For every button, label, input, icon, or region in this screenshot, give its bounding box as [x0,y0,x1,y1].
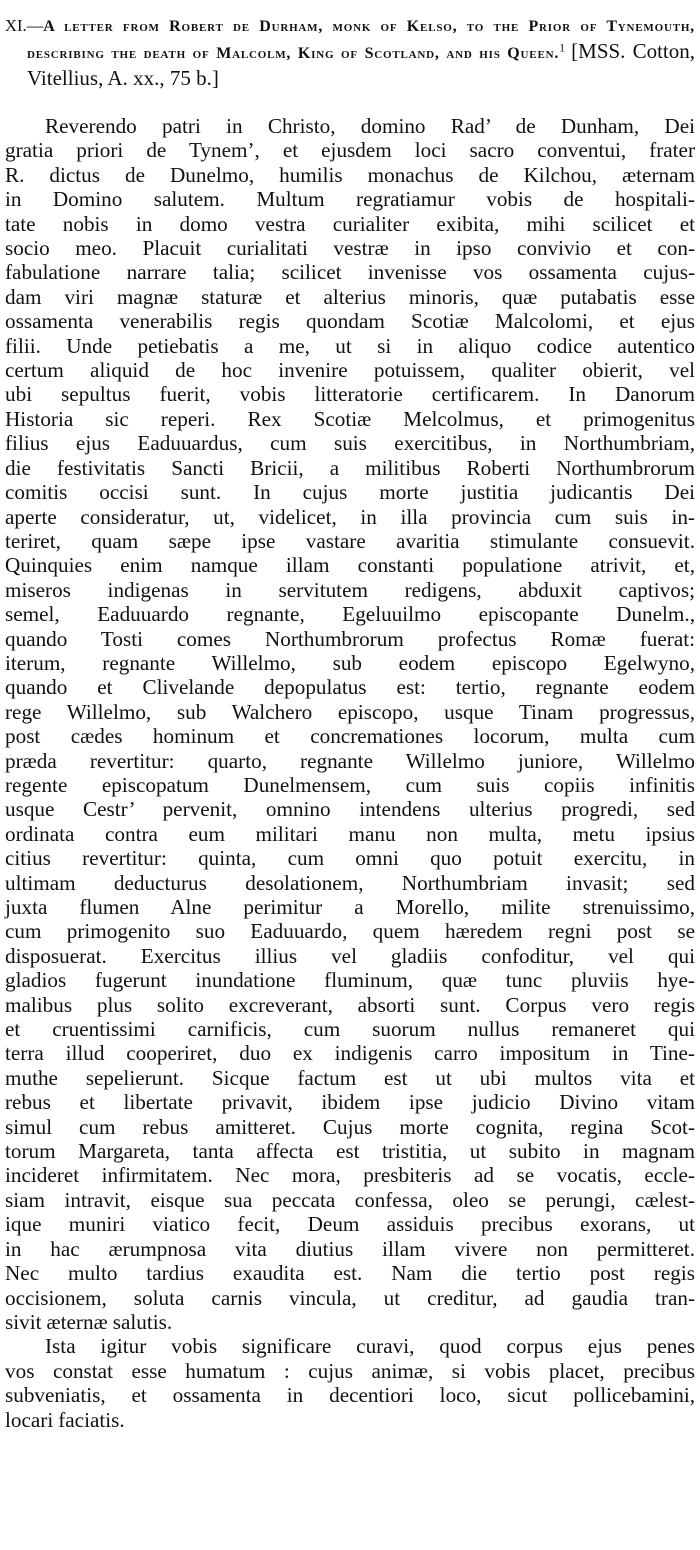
text-line: citius revertitur: quinta, cum omni quo potuit exercitu, in [5,846,695,871]
text-line: malibus plus solito excreverant, absorti sunt. Corpus vero regis [5,992,695,1017]
text-line: quando Tosti comes Northumbrorum profectus Romæ fuerat: [5,626,695,651]
text-line: rebus et libertate privavit, ibidem ipse judicio Divino vitam [5,1090,695,1115]
text-line: in Domino salutem. Multum regratiamur vobis de hospitali- [5,187,695,212]
text-line: præda revertitur: quarto, regnante Willelmo juniore, Willelmo [5,748,695,773]
manuscript-reference: [MSS. Cotton, Vitellius, A. xx., 75 b.] [27,39,695,90]
text-line: tate nobis in domo vestra curialiter exibita, mihi scilicet et [5,211,695,236]
text-line: ossamenta venerabilis regis quondam Scotiæ Malcolomi, et ejus [5,309,695,334]
text-line: ubi sepultus fuerit, vobis litteratorie certificarem. In Danorum [5,382,695,407]
text-line: usque Cestr’ pervenit, omnino intendens ulterius progredi, sed [5,797,695,822]
text-line: simul cum rebus amitteret. Cujus morte cognita, regina Scot- [5,1114,695,1139]
heading-number: XI.— [5,16,44,35]
text-line: dam viri magnæ staturæ et alterius minoris, quæ putabatis esse [5,284,695,309]
text-line: et cruentissimi carnificis, cum suorum nullus remaneret qui [5,1017,695,1042]
text-line: R. dictus de Dunelmo, humilis monachus de Kilchou, æternam [5,162,695,187]
text-line: socio meo. Placuit curialitati vestræ in ipso convivio et con- [5,236,695,261]
text-line: sivit æternæ salutis. [5,1309,173,1334]
text-line: ordinata contra eum militari manu non multa, metu ipsius [5,821,695,846]
text-line: occisionem, soluta carnis vincula, ut creditur, ad gaudia tran- [5,1285,695,1310]
text-line: semel, Eaduuardo regnante, Egeluuilmo episcopante Dunelm., [5,602,695,627]
text-line: certum aliquid de hoc invenire potuissem, qualiter obierit, vel [5,358,695,383]
text-line: gratia priori de Tynem’, et ejusdem loci sacro conventui, frater [5,138,695,163]
text-line: aperte consideratur, ut, videlicet, in illa provincia cum suis in- [5,504,695,529]
text-line: vos constat esse humatum : cujus animæ, si vobis placet, precibus [5,1358,695,1383]
text-line: Nec multo tardius exaudita est. Nam die tertio post regis [5,1261,695,1286]
text-line: comitis occisi sunt. In cujus morte justitia judicantis Dei [5,480,695,505]
heading-title: A letter from Robert de Durham, monk of Kelso, to the Prior of Tynemouth, describing the death of Malcolm, King of Scotland, and his Queen. [27,18,695,62]
text-line: ique muniri viatico fecit, Deum assiduis precibus exorans, ut [5,1212,695,1237]
text-line: Ista igitur vobis significare curavi, quod corpus ejus penes [45,1334,695,1359]
footnote-mark: 1 [559,40,566,55]
text-line: iterum, regnante Willelmo, sub eodem episcopo Egelwyno, [5,650,695,675]
text-line: juxta flumen Alne perimitur a Morello, milite strenuissimo, [5,895,695,919]
document-page [5,14,695,1432]
text-line: incideret infirmitatem. Nec mora, presbiteris ad se vocatis, eccle- [5,1163,695,1188]
letter-heading [5,14,695,92]
text-line: ultimam deducturus desolationem, Northumbriam invasit; sed [5,870,695,895]
text-line: Quinquies enim namque illam constanti populatione atrivit, et, [5,553,695,578]
text-line: terra illud cooperiret, duo ex indigenis carro impositum in Tine- [5,1041,695,1066]
text-line: Historia sic reperi. Rex Scotiæ Melcolmus, et primogenitus [5,406,695,431]
text-line: cum primogenito suo Eaduuardo, quem hæredem regni post se [5,919,695,944]
text-line: subveniatis, et ossamenta in decentiori loco, sicut pollicebamini, [5,1383,695,1408]
text-line: in hac ærumpnosa vita diutius illam vivere non permitteret. [5,1236,695,1261]
text-line: die festivitatis Sancti Bricii, a militibus Roberti Northumbrorum [5,455,695,480]
text-line: torum Margareta, tanta affecta est tristitia, ut subito in magnam [5,1139,695,1164]
text-line: Reverendo patri in Christo, domino Rad’ de Dunham, Dei [45,114,695,138]
text-line: filii. Unde petiebatis a me, ut si in aliquo codice autentico [5,333,695,358]
text-line: muthe sepelierunt. Sicque factum est ut ubi multos vita et [5,1065,695,1090]
text-line: post cædes hominum et concremationes locorum, multa cum [5,724,695,749]
text-line: rege Willelmo, sub Walchero episcopo, usque Tinam progressus, [5,699,695,724]
text-line: gladios fugerunt inundatione fluminum, quæ tunc pluviis hye- [5,968,695,993]
text-line: disposuerat. Exercitus illius vel gladiis confoditur, vel qui [5,943,695,968]
text-line: siam intravit, eisque sua peccata confessa, oleo se perungi, cælest- [5,1187,695,1212]
text-line: regente episcopatum Dunelmensem, cum suis copiis infinitis [5,772,695,797]
text-line: fabulatione narrare talia; scilicet invenisse vos ossamenta cujus- [5,260,695,285]
text-line: teriret, quam sæpe ipse vastare avaritia stimulante consuevit. [5,528,695,553]
text-line: filius ejus Eaduuardus, cum suis exercitibus, in Northumbriam, [5,431,695,456]
text-line: miseros indigenas in servitutem redigens, abduxit captivos; [5,577,695,602]
letter-body-paragraph [5,114,695,1334]
text-line: locari faciatis. [5,1407,125,1432]
text-line: quando et Clivelande depopulatus est: tertio, regnante eodem [5,675,695,700]
closing-paragraph [5,1334,695,1432]
